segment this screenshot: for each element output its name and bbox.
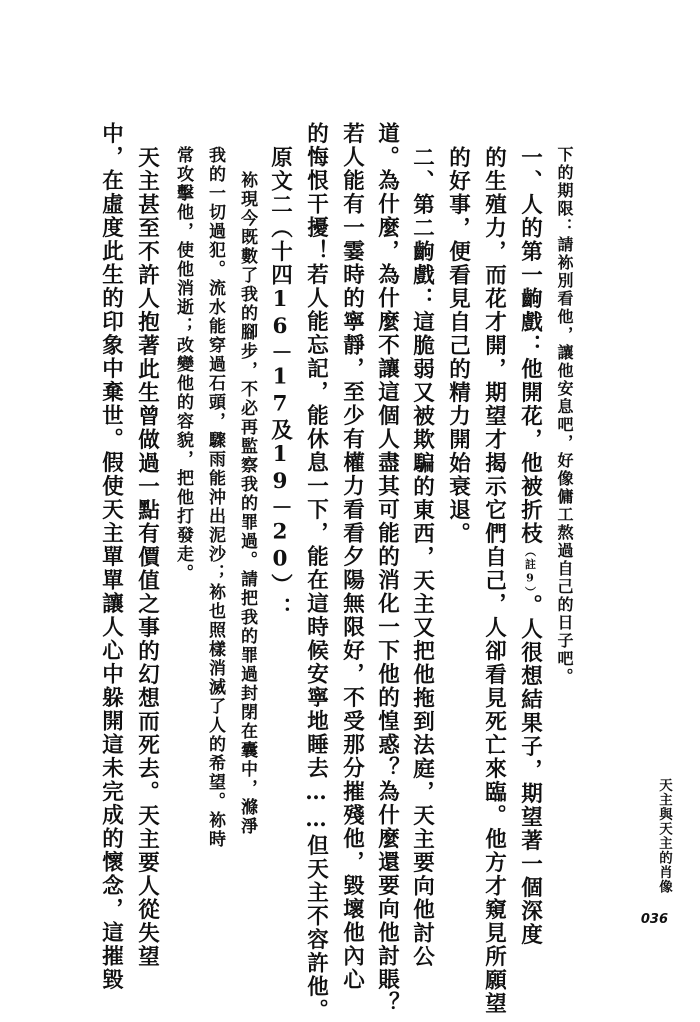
- page-number: 036: [640, 912, 668, 927]
- text-line-1: 下的期限：請袮別看他，讓他安息吧，好像傭工熬過自己的日子吧。: [555, 146, 574, 686]
- quote-line-3: 常攻擊他，使他消逝；改變他的容貌，把他打發走。: [173, 146, 193, 583]
- text-line-10: 中，在虛度此生的印象中棄世。假使天主單單讓人心中躲開這未完成的懷念，這摧毀: [98, 122, 124, 992]
- text-line-2-tail: 。人很想結果子，期望著一個深度: [517, 594, 543, 947]
- text-line-2: [519, 146, 541, 947]
- footnote-marker: （註9）: [523, 545, 537, 594]
- running-head: 天主與天主的肖像: [656, 778, 672, 894]
- quote-line-2: 我的一切過犯。流水能穿過石頭，驟雨能沖出泥沙；袮也照樣消滅了人的希望。袮時: [205, 146, 225, 849]
- source-heading: 原文二（十四16－17及19－20）：: [267, 146, 293, 621]
- text-line-5: 二、第二齣戲：這脆弱又被欺騙的東西，天主又把他拖到法庭，天主要向他討公: [409, 146, 435, 969]
- text-line-4: 的好事，便看見自己的精力開始衰退。: [445, 146, 471, 546]
- text-line-2-main: 一、人的第一齣戲：他開花，他被折枝: [517, 146, 543, 546]
- quote-line-1: 袮現今既數了我的腳步，不必再監察我的罪過。請把我的罪過封閉在囊中，滌淨: [237, 171, 257, 836]
- text-line-8: 的悔恨干擾！若人能忘記，能休息一下，能在這時候安寧地睡去……但天主不容許他。: [303, 122, 329, 1022]
- text-line-9: 天主甚至不許人抱著此生曾做過一點有價值之事的幻想而死去。天主要人從失望: [134, 146, 160, 969]
- text-line-3: 的生殖力，而花才開，期望才揭示它們自己，人卻看見死亡來臨。他方才窺見所願望: [481, 146, 507, 1016]
- text-line-7: 若人能有一霎時的寧靜，至少有權力看看夕陽無限好，不受那分摧殘他，毀壞他內心: [339, 122, 365, 992]
- text-line-6: 道。為什麼，為什麼不讓這個人盡其可能的消化一下他的惶惑？為什麼還要向他討賬？: [374, 122, 400, 1015]
